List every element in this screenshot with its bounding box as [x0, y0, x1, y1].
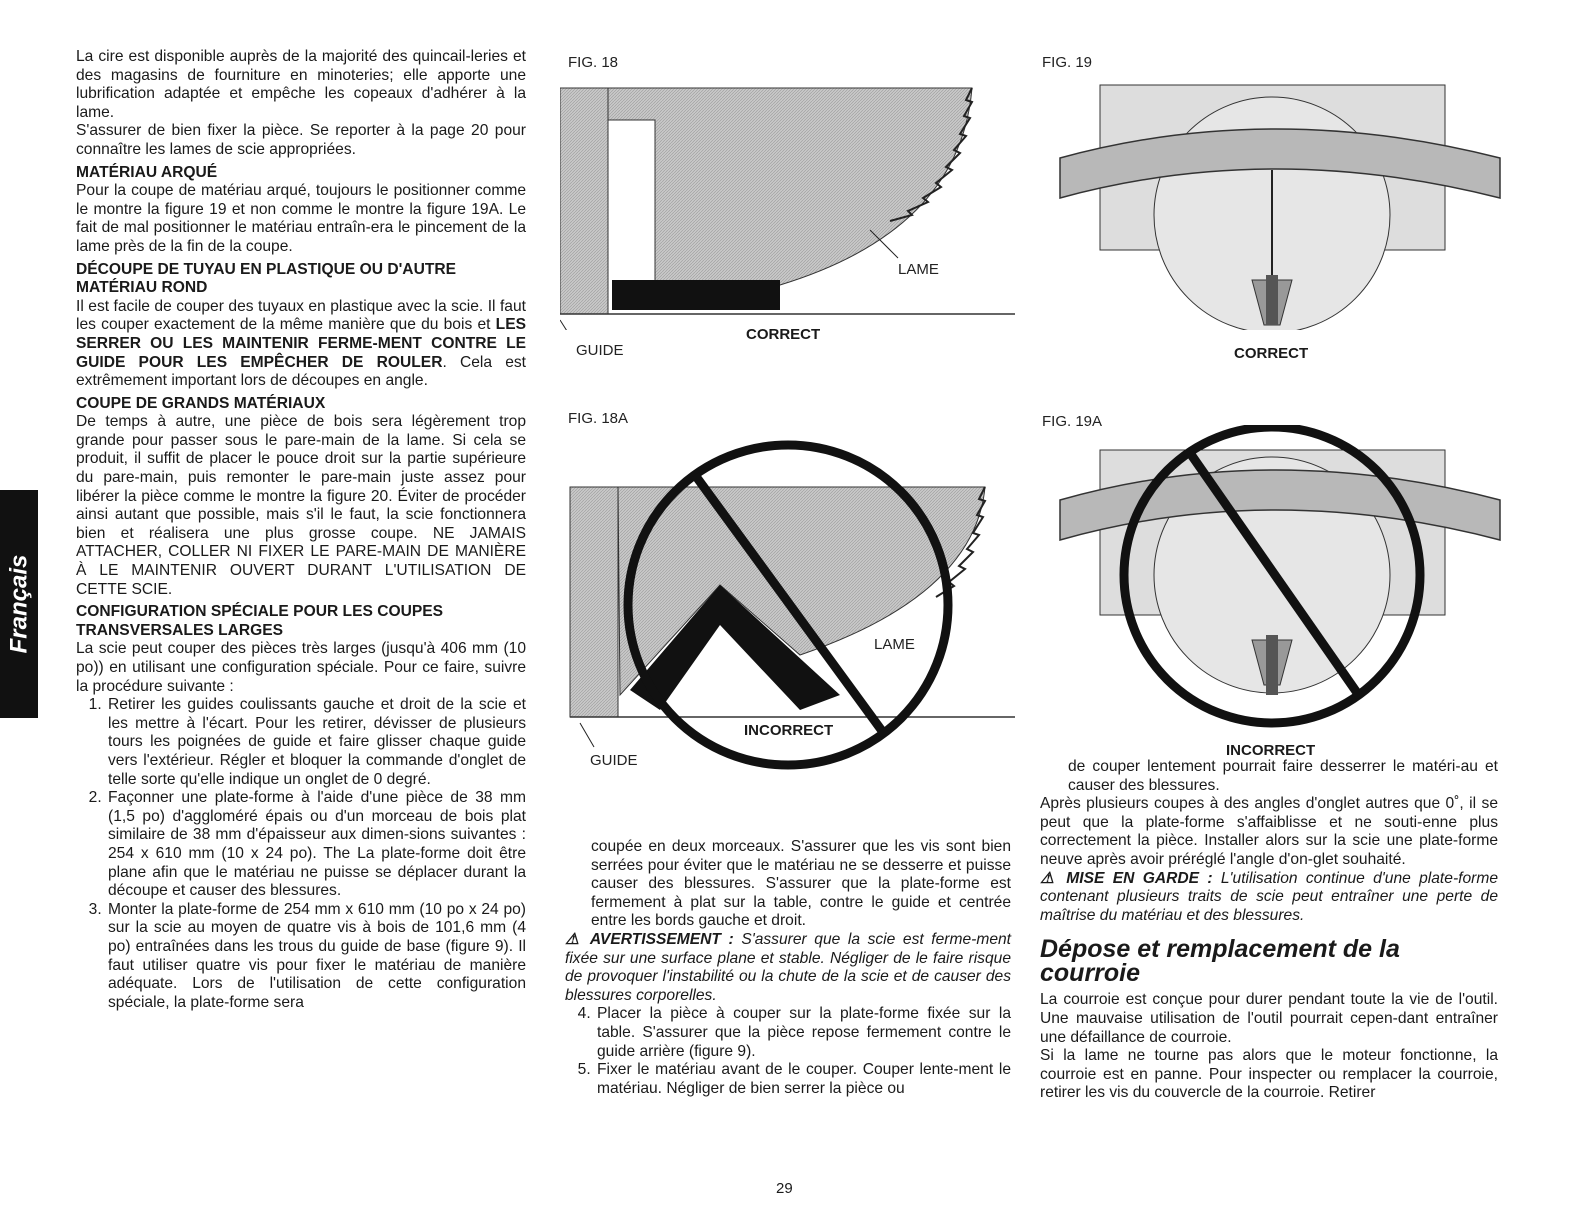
paragraph: La courroie est conçue pour durer pendant toute la vie de l'outil. Une mauvaise utilisation de l'outil pourrait cepen-dant entraîner une défaillance de courroie.	[1040, 991, 1498, 1046]
warning-label: MISE EN GARDE :	[1066, 869, 1213, 887]
paragraph: De temps à autre, une pièce de bois sera légèrement trop grande pour passer sous le pare-main de la lame. Si cela se produit, il suffit de placer le pouce droit sur la partie supérieure du pare-main, puis remonter le pare-main juste assez pour libérer la pièce comme le montre la figure 20. Éviter de procéder ainsi autant que possible, mais s'il le faut, la scie fonctionnera bien et réalisera une plus grosse coupe. NE JAMAIS ATTACHER, COLLER NI FIXER LE PARE-MAIN DE MANIÈRE À LE MAINTENIR OUVERT DURANT L'UTILISATION DE CETTE SCIE.	[76, 413, 526, 598]
column-middle	[565, 838, 1011, 1098]
list-item: 5. Fixer le matériau avant de le couper. Couper lente-ment le matériau. Négliger de bien serrer la pièce ou	[595, 1061, 1011, 1098]
page-number: 29	[776, 1180, 793, 1197]
warning-text: S'assurer que la scie est ferme-ment fixée sur une surface plane et stable. Négliger de le faire risque de provoquer l'instabilité ou la chute de la scie et de causer des blessures corporelles.	[565, 930, 1012, 1004]
section-heading: DÉCOUPE DE TUYAU EN PLASTIQUE OU D'AUTRE MATÉRIAU ROND	[76, 260, 457, 297]
steps-list	[76, 696, 526, 1012]
figure-caption: INCORRECT	[744, 722, 834, 739]
warning-text: L'utilisation continue d'une plate-forme contenant plusieurs traits de scie peut entraîner une perte de maîtrise du matériau et des blessures.	[1040, 869, 1498, 924]
text-run: . Cela est extrêmement important lors de découpes en angle.	[76, 353, 526, 390]
steps-list	[565, 1005, 1011, 1098]
section-heading: MATÉRIAU ARQUÉ	[76, 163, 218, 181]
paragraph: La scie peut couper des pièces très larges (jusqu'à 406 mm (10 po)) en utilisant une configuration spéciale. Pour ce faire, suivre la procédure suivante :	[76, 640, 526, 695]
figure-label: FIG. 18	[568, 54, 619, 71]
figure-19a-saw-top-incorrect	[1050, 425, 1520, 745]
figure-label: FIG. 18A	[568, 410, 629, 427]
paragraph: coupée en deux morceaux. S'assurer que les vis sont bien serrées pour éviter que le matériau ne se desserre et puisse causer des blessures. S'assurer que la plate-forme est fermement à plat sur la table, contre le guide et centrée entre les bords gauche et droit.	[591, 838, 1011, 930]
warning-icon: ⚠	[1040, 869, 1058, 887]
warning-label: AVERTISSEMENT :	[589, 930, 734, 948]
column-left	[76, 48, 526, 1012]
section-heading: COUPE DE GRANDS MATÉRIAUX	[76, 394, 326, 412]
paragraph	[76, 298, 526, 391]
paragraph: S'assurer de bien fixer la pièce. Se reporter à la page 20 pour connaître les lames de scie appropriées.	[76, 122, 526, 158]
figure-caption: INCORRECT	[1226, 742, 1316, 759]
paragraph: de couper lentement pourrait faire desserrer le matéri-au et causer des blessures.	[1068, 758, 1498, 794]
list-item: 3. Monter la plate-forme de 254 mm x 610 mm (10 po x 24 po) sur la scie au moyen de quatre vis à bois de 101,6 mm (4 po) entraînées dans les trous du guide de base (figure 9). Il faut utiliser quatre vis pour fixer le matériau de manière adéquate. Lors de l'utilisation de cette configuration spéciale, la plate-forme sera	[106, 901, 526, 1013]
list-item: 2. Façonner une plate-forme à l'aide d'une pièce de 38 mm (1,5 po) d'aggloméré épais ou d'un morceau de bois plat similaire de 38 mm d'épaisseur aux dimen-sions suivantes : 254 x 610 mm (10 x 24 po). The La plate-forme doit être plane afin que le matériau ne puisse se déplacer durant la découpe et causer des blessures.	[106, 789, 526, 901]
figure-caption: CORRECT	[1234, 345, 1309, 362]
figure-19-saw-top-correct	[1050, 80, 1520, 330]
text-run: Il est facile de couper des tuyaux en plastique avec la scie. Il faut les couper exactement de la même manière que du bois et	[76, 297, 526, 334]
warning-paragraph	[565, 931, 1011, 1005]
language-tab	[0, 490, 38, 718]
lame-label: LAME	[898, 261, 939, 278]
figure-caption: CORRECT	[746, 326, 821, 343]
language-label: Français	[5, 554, 32, 654]
lame-label: LAME	[874, 636, 915, 653]
paragraph: Pour la coupe de matériau arqué, toujours le positionner comme le montre la figure 19 et non comme le montre la figure 19A. Le fait de mal positionner le matériau entraîn-era le pincement de la lame près de la fin de la coupe.	[76, 182, 526, 255]
figure-label: FIG. 19A	[1042, 413, 1103, 430]
warning-paragraph	[1040, 870, 1498, 926]
section-heading: CONFIGURATION SPÉCIALE POUR LES COUPES TRANSVERSALES LARGES	[76, 603, 444, 639]
figure-label: FIG. 19	[1042, 54, 1093, 71]
list-item: 4. Placer la pièce à couper sur la plate-forme fixée sur la table. S'assurer que la pièce repose fermement contre le guide arrière (figure 9).	[595, 1005, 1011, 1061]
guide-label: GUIDE	[576, 342, 624, 359]
section-heading: Dépose et remplacement de la courroie	[1040, 935, 1400, 988]
emphasis-text: LES SERRER OU LES MAINTENIR FERME-MENT CONTRE LE GUIDE POUR LES EMPÊCHER DE ROULER	[76, 316, 526, 371]
figure-18-blade-correct	[560, 80, 1020, 330]
paragraph: Si la lame ne tourne pas alors que le moteur fonctionne, la courroie est en panne. Pour inspecter ou remplacer la courroie, retirer les vis du couvercle de la courroie. Retirer	[1040, 1047, 1498, 1102]
column-right	[1040, 758, 1498, 1103]
paragraph: La cire est disponible auprès de la majorité des quincail-leries et des magasins de fourniture en minoteries; elle apporte une lubrification adaptée et empêche les copeaux d'adhérer à la lame.	[76, 48, 526, 121]
guide-label: GUIDE	[590, 752, 638, 769]
warning-icon: ⚠	[565, 930, 583, 948]
paragraph: Après plusieurs coupes à des angles d'onglet autres que 0˚, il se peut que la plate-forme s'affaiblisse et ne souti-enne plus correctement la pièce. Installer alors sur la scie une plate-forme neuve après avoir préréglé l'angle d'on-glet souhaité.	[1040, 795, 1498, 868]
list-item: 1. Retirer les guides coulissants gauche et droit de la scie et les mettre à l'écart. Pour les retirer, dévisser de plusieurs tours les poignées de guide et faire glisser chaque guide vers l'extérieur. Régler et bloquer la commande d'onglet de telle sorte qu'elle indique un onglet de 0 degré.	[106, 696, 526, 789]
